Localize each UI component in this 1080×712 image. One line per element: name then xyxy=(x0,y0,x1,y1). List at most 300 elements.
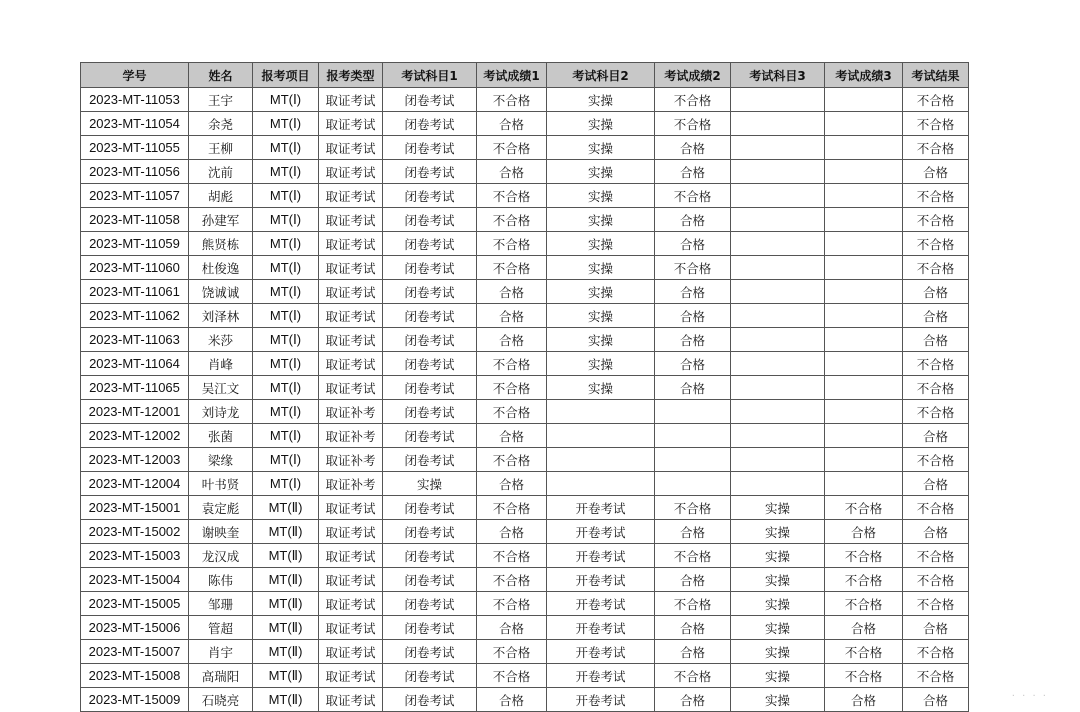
cell-subject-3: 实操 xyxy=(731,616,825,640)
cell-student-id: 2023-MT-11061 xyxy=(81,280,189,304)
cell-result: 不合格 xyxy=(903,664,969,688)
cell-subject-1: 闭卷考试 xyxy=(383,352,477,376)
table-row xyxy=(81,352,969,376)
cell-name: 龙汉成 xyxy=(189,544,253,568)
cell-score-3: 合格 xyxy=(825,616,903,640)
cell-exam-type: 取证考试 xyxy=(319,496,383,520)
cell-score-1: 不合格 xyxy=(477,592,547,616)
header-name: 姓名 xyxy=(189,63,253,88)
cell-exam-type: 取证考试 xyxy=(319,664,383,688)
cell-score-3 xyxy=(825,256,903,280)
cell-score-2 xyxy=(655,424,731,448)
cell-score-3 xyxy=(825,352,903,376)
cell-name: 胡彪 xyxy=(189,184,253,208)
cell-name: 邹珊 xyxy=(189,592,253,616)
cell-exam-project: MT(Ⅰ) xyxy=(253,304,319,328)
cell-exam-type: 取证考试 xyxy=(319,256,383,280)
cell-score-2: 合格 xyxy=(655,232,731,256)
table-row xyxy=(81,664,969,688)
cell-student-id: 2023-MT-15005 xyxy=(81,592,189,616)
cell-result: 不合格 xyxy=(903,352,969,376)
cell-name: 刘泽林 xyxy=(189,304,253,328)
cell-subject-2: 开卷考试 xyxy=(547,664,655,688)
cell-score-1: 不合格 xyxy=(477,136,547,160)
cell-result: 合格 xyxy=(903,520,969,544)
cell-subject-2: 实操 xyxy=(547,280,655,304)
cell-score-3 xyxy=(825,232,903,256)
table-row xyxy=(81,472,969,496)
cell-subject-3 xyxy=(731,232,825,256)
cell-result: 不合格 xyxy=(903,640,969,664)
cell-score-1: 不合格 xyxy=(477,568,547,592)
cell-subject-3 xyxy=(731,136,825,160)
cell-exam-type: 取证考试 xyxy=(319,328,383,352)
cell-exam-type: 取证考试 xyxy=(319,520,383,544)
cell-score-2: 合格 xyxy=(655,616,731,640)
cell-exam-type: 取证考试 xyxy=(319,88,383,112)
table-row xyxy=(81,496,969,520)
cell-subject-2 xyxy=(547,424,655,448)
cell-name: 肖峰 xyxy=(189,352,253,376)
cell-subject-2 xyxy=(547,472,655,496)
cell-score-1: 不合格 xyxy=(477,496,547,520)
cell-exam-project: MT(Ⅰ) xyxy=(253,376,319,400)
cell-subject-1: 闭卷考试 xyxy=(383,664,477,688)
cell-score-1: 合格 xyxy=(477,112,547,136)
cell-result: 不合格 xyxy=(903,592,969,616)
cell-subject-3: 实操 xyxy=(731,496,825,520)
cell-score-1: 不合格 xyxy=(477,208,547,232)
cell-exam-type: 取证考试 xyxy=(319,568,383,592)
cell-subject-3: 实操 xyxy=(731,640,825,664)
cell-name: 沈前 xyxy=(189,160,253,184)
table-row xyxy=(81,616,969,640)
cell-exam-type: 取证考试 xyxy=(319,136,383,160)
cell-exam-project: MT(Ⅰ) xyxy=(253,232,319,256)
cell-result: 不合格 xyxy=(903,184,969,208)
cell-score-1: 合格 xyxy=(477,472,547,496)
table-row xyxy=(81,136,969,160)
cell-score-3 xyxy=(825,136,903,160)
cell-score-3 xyxy=(825,208,903,232)
table-row xyxy=(81,688,969,712)
table-row xyxy=(81,400,969,424)
cell-exam-type: 取证考试 xyxy=(319,232,383,256)
cell-subject-3: 实操 xyxy=(731,688,825,712)
cell-score-2: 合格 xyxy=(655,352,731,376)
table-row xyxy=(81,544,969,568)
table-row xyxy=(81,184,969,208)
cell-student-id: 2023-MT-15009 xyxy=(81,688,189,712)
cell-exam-project: MT(Ⅰ) xyxy=(253,328,319,352)
cell-exam-project: MT(Ⅰ) xyxy=(253,184,319,208)
cell-subject-1: 闭卷考试 xyxy=(383,160,477,184)
cell-name: 王柳 xyxy=(189,136,253,160)
cell-exam-type: 取证考试 xyxy=(319,112,383,136)
cell-subject-3 xyxy=(731,112,825,136)
cell-subject-2: 开卷考试 xyxy=(547,520,655,544)
cell-subject-1: 闭卷考试 xyxy=(383,208,477,232)
table-row xyxy=(81,328,969,352)
cell-exam-type: 取证补考 xyxy=(319,400,383,424)
cell-score-1: 不合格 xyxy=(477,184,547,208)
cell-score-2: 不合格 xyxy=(655,496,731,520)
cell-score-1: 不合格 xyxy=(477,664,547,688)
table-row xyxy=(81,112,969,136)
cell-subject-2: 实操 xyxy=(547,112,655,136)
header-exam-project: 报考项目 xyxy=(253,63,319,88)
cell-score-3: 不合格 xyxy=(825,664,903,688)
cell-name: 杜俊逸 xyxy=(189,256,253,280)
cell-score-2 xyxy=(655,472,731,496)
cell-score-2: 合格 xyxy=(655,304,731,328)
cell-subject-2 xyxy=(547,448,655,472)
cell-name: 孙建军 xyxy=(189,208,253,232)
cell-subject-1: 闭卷考试 xyxy=(383,304,477,328)
cell-subject-2: 开卷考试 xyxy=(547,640,655,664)
cell-subject-2: 实操 xyxy=(547,232,655,256)
cell-student-id: 2023-MT-11063 xyxy=(81,328,189,352)
cell-exam-project: MT(Ⅱ) xyxy=(253,640,319,664)
cell-result: 合格 xyxy=(903,616,969,640)
cell-subject-1: 闭卷考试 xyxy=(383,376,477,400)
cell-name: 刘诗龙 xyxy=(189,400,253,424)
cell-exam-type: 取证补考 xyxy=(319,472,383,496)
cell-name: 石晓亮 xyxy=(189,688,253,712)
cell-score-2: 不合格 xyxy=(655,256,731,280)
cell-subject-2: 实操 xyxy=(547,136,655,160)
table-row xyxy=(81,568,969,592)
cell-subject-3: 实操 xyxy=(731,568,825,592)
cell-exam-project: MT(Ⅰ) xyxy=(253,352,319,376)
cell-name: 叶书贤 xyxy=(189,472,253,496)
cell-subject-1: 闭卷考试 xyxy=(383,616,477,640)
table-row xyxy=(81,448,969,472)
cell-exam-project: MT(Ⅰ) xyxy=(253,88,319,112)
cell-result: 不合格 xyxy=(903,568,969,592)
cell-subject-2: 实操 xyxy=(547,160,655,184)
table-row xyxy=(81,88,969,112)
table-row xyxy=(81,520,969,544)
cell-score-3 xyxy=(825,304,903,328)
cell-exam-project: MT(Ⅰ) xyxy=(253,400,319,424)
table-row xyxy=(81,304,969,328)
cell-score-1: 不合格 xyxy=(477,448,547,472)
cell-result: 合格 xyxy=(903,688,969,712)
cell-subject-1: 闭卷考试 xyxy=(383,520,477,544)
cell-subject-2: 开卷考试 xyxy=(547,592,655,616)
cell-score-3 xyxy=(825,280,903,304)
cell-result: 不合格 xyxy=(903,208,969,232)
cell-subject-3 xyxy=(731,328,825,352)
cell-subject-3 xyxy=(731,424,825,448)
cell-student-id: 2023-MT-11065 xyxy=(81,376,189,400)
cell-result: 不合格 xyxy=(903,232,969,256)
cell-exam-type: 取证考试 xyxy=(319,352,383,376)
cell-student-id: 2023-MT-11062 xyxy=(81,304,189,328)
cell-student-id: 2023-MT-15007 xyxy=(81,640,189,664)
cell-student-id: 2023-MT-11057 xyxy=(81,184,189,208)
cell-score-2: 不合格 xyxy=(655,184,731,208)
cell-exam-project: MT(Ⅰ) xyxy=(253,136,319,160)
cell-score-1: 不合格 xyxy=(477,232,547,256)
cell-subject-1: 闭卷考试 xyxy=(383,280,477,304)
table-row xyxy=(81,280,969,304)
cell-exam-project: MT(Ⅱ) xyxy=(253,520,319,544)
cell-student-id: 2023-MT-11053 xyxy=(81,88,189,112)
cell-score-2: 合格 xyxy=(655,688,731,712)
table-row xyxy=(81,376,969,400)
cell-exam-project: MT(Ⅰ) xyxy=(253,280,319,304)
table-row xyxy=(81,592,969,616)
cell-subject-1: 闭卷考试 xyxy=(383,688,477,712)
cell-score-3 xyxy=(825,400,903,424)
cell-score-2: 不合格 xyxy=(655,88,731,112)
cell-subject-1: 实操 xyxy=(383,472,477,496)
cell-score-2: 不合格 xyxy=(655,664,731,688)
cell-student-id: 2023-MT-12003 xyxy=(81,448,189,472)
cell-student-id: 2023-MT-11055 xyxy=(81,136,189,160)
cell-subject-1: 闭卷考试 xyxy=(383,592,477,616)
cell-subject-3: 实操 xyxy=(731,544,825,568)
cell-exam-type: 取证补考 xyxy=(319,448,383,472)
cell-result: 不合格 xyxy=(903,88,969,112)
exam-results-sheet xyxy=(80,62,969,712)
cell-result: 不合格 xyxy=(903,136,969,160)
cell-result: 合格 xyxy=(903,304,969,328)
cell-exam-project: MT(Ⅱ) xyxy=(253,496,319,520)
header-score-3: 考试成绩3 xyxy=(825,63,903,88)
cell-subject-1: 闭卷考试 xyxy=(383,496,477,520)
cell-score-1: 不合格 xyxy=(477,88,547,112)
cell-exam-type: 取证考试 xyxy=(319,184,383,208)
cell-score-2: 合格 xyxy=(655,328,731,352)
cell-score-2: 合格 xyxy=(655,208,731,232)
cell-subject-3 xyxy=(731,376,825,400)
cell-result: 合格 xyxy=(903,472,969,496)
cell-score-1: 合格 xyxy=(477,280,547,304)
cell-result: 合格 xyxy=(903,328,969,352)
cell-subject-1: 闭卷考试 xyxy=(383,544,477,568)
cell-name: 谢映奎 xyxy=(189,520,253,544)
cell-subject-3 xyxy=(731,256,825,280)
cell-score-3: 不合格 xyxy=(825,568,903,592)
cell-score-1: 合格 xyxy=(477,424,547,448)
cell-student-id: 2023-MT-12004 xyxy=(81,472,189,496)
cell-score-3 xyxy=(825,448,903,472)
cell-subject-2: 实操 xyxy=(547,88,655,112)
cell-name: 熊贤栋 xyxy=(189,232,253,256)
cell-score-1: 合格 xyxy=(477,520,547,544)
cell-subject-1: 闭卷考试 xyxy=(383,88,477,112)
header-exam-type: 报考类型 xyxy=(319,63,383,88)
cell-subject-1: 闭卷考试 xyxy=(383,424,477,448)
table-row xyxy=(81,640,969,664)
cell-exam-type: 取证考试 xyxy=(319,544,383,568)
cell-student-id: 2023-MT-15002 xyxy=(81,520,189,544)
cell-subject-3 xyxy=(731,400,825,424)
cell-subject-3 xyxy=(731,448,825,472)
cell-subject-1: 闭卷考试 xyxy=(383,112,477,136)
cell-result: 合格 xyxy=(903,280,969,304)
cell-score-3 xyxy=(825,88,903,112)
cell-subject-1: 闭卷考试 xyxy=(383,184,477,208)
cell-score-1: 不合格 xyxy=(477,352,547,376)
cell-subject-3: 实操 xyxy=(731,520,825,544)
cell-score-2: 合格 xyxy=(655,568,731,592)
cell-score-1: 合格 xyxy=(477,616,547,640)
cell-subject-3 xyxy=(731,304,825,328)
header-score-2: 考试成绩2 xyxy=(655,63,731,88)
header-subject-3: 考试科目3 xyxy=(731,63,825,88)
cell-score-3 xyxy=(825,160,903,184)
cell-subject-1: 闭卷考试 xyxy=(383,328,477,352)
cell-result: 合格 xyxy=(903,424,969,448)
cell-result: 不合格 xyxy=(903,544,969,568)
cell-exam-project: MT(Ⅰ) xyxy=(253,424,319,448)
cell-subject-2 xyxy=(547,400,655,424)
cell-score-2: 合格 xyxy=(655,160,731,184)
cell-exam-project: MT(Ⅰ) xyxy=(253,160,319,184)
cell-subject-3 xyxy=(731,472,825,496)
cell-score-1: 合格 xyxy=(477,304,547,328)
cell-student-id: 2023-MT-15006 xyxy=(81,616,189,640)
cell-score-2: 不合格 xyxy=(655,112,731,136)
cell-exam-project: MT(Ⅱ) xyxy=(253,688,319,712)
cell-exam-type: 取证考试 xyxy=(319,160,383,184)
cell-exam-type: 取证考试 xyxy=(319,280,383,304)
cell-score-3: 不合格 xyxy=(825,496,903,520)
cell-score-2 xyxy=(655,400,731,424)
cell-subject-3 xyxy=(731,88,825,112)
cell-subject-2: 实操 xyxy=(547,208,655,232)
cell-subject-2: 实操 xyxy=(547,376,655,400)
cell-score-2: 不合格 xyxy=(655,592,731,616)
cell-name: 余尧 xyxy=(189,112,253,136)
cell-score-1: 不合格 xyxy=(477,544,547,568)
cell-name: 高瑞阳 xyxy=(189,664,253,688)
cell-subject-3 xyxy=(731,160,825,184)
cell-subject-2: 开卷考试 xyxy=(547,496,655,520)
cell-name: 饶诚诚 xyxy=(189,280,253,304)
cell-subject-1: 闭卷考试 xyxy=(383,640,477,664)
cell-exam-project: MT(Ⅱ) xyxy=(253,544,319,568)
cell-subject-2: 开卷考试 xyxy=(547,616,655,640)
cell-score-2: 合格 xyxy=(655,520,731,544)
cell-score-3 xyxy=(825,184,903,208)
cell-exam-type: 取证考试 xyxy=(319,304,383,328)
cell-subject-2: 开卷考试 xyxy=(547,688,655,712)
cell-exam-type: 取证考试 xyxy=(319,688,383,712)
cell-subject-3: 实操 xyxy=(731,592,825,616)
cell-student-id: 2023-MT-12002 xyxy=(81,424,189,448)
cell-score-1: 不合格 xyxy=(477,376,547,400)
cell-exam-project: MT(Ⅰ) xyxy=(253,472,319,496)
cell-student-id: 2023-MT-12001 xyxy=(81,400,189,424)
cell-exam-type: 取证考试 xyxy=(319,376,383,400)
cell-name: 米莎 xyxy=(189,328,253,352)
cell-subject-3 xyxy=(731,208,825,232)
cell-score-3 xyxy=(825,112,903,136)
cell-name: 梁缘 xyxy=(189,448,253,472)
cell-exam-project: MT(Ⅰ) xyxy=(253,208,319,232)
cell-subject-1: 闭卷考试 xyxy=(383,568,477,592)
cell-exam-project: MT(Ⅰ) xyxy=(253,448,319,472)
table-row xyxy=(81,208,969,232)
cell-subject-2: 实操 xyxy=(547,328,655,352)
header-row xyxy=(81,63,969,88)
cell-subject-1: 闭卷考试 xyxy=(383,136,477,160)
cell-result: 不合格 xyxy=(903,496,969,520)
cell-student-id: 2023-MT-15008 xyxy=(81,664,189,688)
cell-student-id: 2023-MT-11056 xyxy=(81,160,189,184)
cell-score-2: 合格 xyxy=(655,376,731,400)
cell-score-1: 合格 xyxy=(477,160,547,184)
cell-subject-1: 闭卷考试 xyxy=(383,256,477,280)
cell-subject-2: 开卷考试 xyxy=(547,568,655,592)
cell-score-2: 合格 xyxy=(655,640,731,664)
header-student-id: 学号 xyxy=(81,63,189,88)
cell-student-id: 2023-MT-11064 xyxy=(81,352,189,376)
cell-subject-3 xyxy=(731,352,825,376)
header-subject-1: 考试科目1 xyxy=(383,63,477,88)
header-result: 考试结果 xyxy=(903,63,969,88)
cell-student-id: 2023-MT-15001 xyxy=(81,496,189,520)
cell-student-id: 2023-MT-15004 xyxy=(81,568,189,592)
cell-score-1: 不合格 xyxy=(477,640,547,664)
table-body xyxy=(81,88,969,712)
cell-result: 不合格 xyxy=(903,376,969,400)
cell-exam-type: 取证补考 xyxy=(319,424,383,448)
cell-score-2 xyxy=(655,448,731,472)
table-row xyxy=(81,232,969,256)
cell-subject-1: 闭卷考试 xyxy=(383,448,477,472)
cell-subject-2: 实操 xyxy=(547,184,655,208)
header-subject-2: 考试科目2 xyxy=(547,63,655,88)
watermark-mark: · · · · xyxy=(1011,691,1048,702)
cell-score-3 xyxy=(825,328,903,352)
cell-result: 不合格 xyxy=(903,112,969,136)
exam-results-table xyxy=(80,62,969,712)
cell-subject-2: 实操 xyxy=(547,304,655,328)
cell-student-id: 2023-MT-15003 xyxy=(81,544,189,568)
cell-student-id: 2023-MT-11058 xyxy=(81,208,189,232)
cell-subject-2: 开卷考试 xyxy=(547,544,655,568)
cell-exam-type: 取证考试 xyxy=(319,616,383,640)
cell-score-3: 不合格 xyxy=(825,544,903,568)
cell-subject-2: 实操 xyxy=(547,256,655,280)
table-row xyxy=(81,256,969,280)
cell-student-id: 2023-MT-11054 xyxy=(81,112,189,136)
cell-score-3: 不合格 xyxy=(825,640,903,664)
cell-exam-project: MT(Ⅰ) xyxy=(253,112,319,136)
cell-student-id: 2023-MT-11059 xyxy=(81,232,189,256)
cell-score-3: 合格 xyxy=(825,520,903,544)
cell-result: 不合格 xyxy=(903,400,969,424)
cell-name: 吴江文 xyxy=(189,376,253,400)
cell-name: 王宇 xyxy=(189,88,253,112)
cell-result: 不合格 xyxy=(903,448,969,472)
cell-exam-project: MT(Ⅱ) xyxy=(253,616,319,640)
cell-exam-project: MT(Ⅱ) xyxy=(253,568,319,592)
cell-score-2: 合格 xyxy=(655,280,731,304)
cell-score-3: 不合格 xyxy=(825,592,903,616)
cell-score-3 xyxy=(825,472,903,496)
cell-score-3: 合格 xyxy=(825,688,903,712)
cell-subject-3 xyxy=(731,184,825,208)
cell-score-3 xyxy=(825,376,903,400)
cell-score-2: 合格 xyxy=(655,136,731,160)
